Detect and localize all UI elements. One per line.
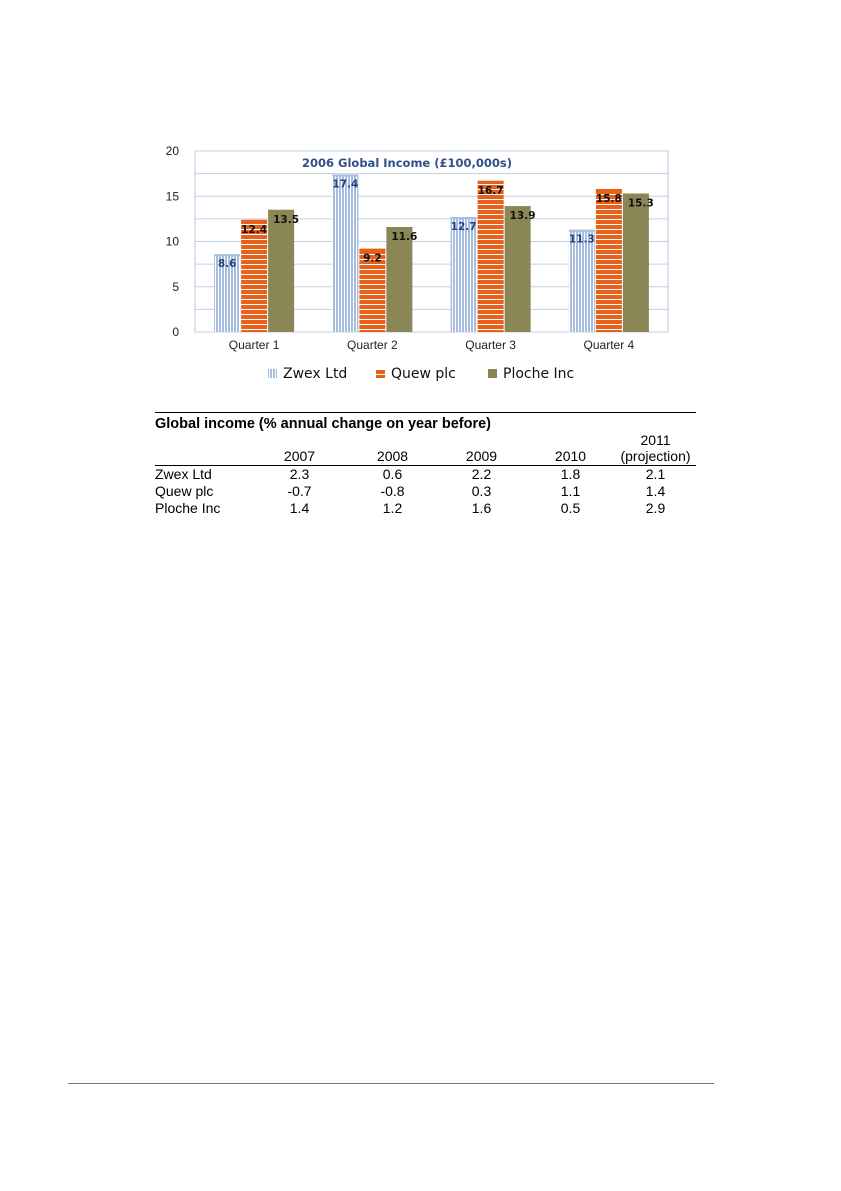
table-title: Global income (% annual change on year before) <box>155 413 615 433</box>
bar-cap <box>359 249 385 251</box>
table-cell: -0.8 <box>380 483 405 499</box>
x-tick-label: Quarter 3 <box>465 338 516 352</box>
bar-quew-plc <box>596 189 622 332</box>
column-header <box>437 432 526 466</box>
x-tick-label: Quarter 1 <box>228 338 280 352</box>
bar-zwex-ltd <box>332 175 358 332</box>
bar-chart <box>0 0 841 400</box>
column-year: 2010 <box>554 448 587 464</box>
x-tick-label: Quarter 4 <box>583 338 635 352</box>
data-label: 8.6 <box>217 258 237 271</box>
bar-cap <box>268 210 294 212</box>
table-cell: 2.2 <box>471 466 492 482</box>
data-label: 11.6 <box>391 231 418 244</box>
legend-swatch <box>488 369 497 378</box>
legend-swatch <box>376 369 385 378</box>
bar-cap <box>505 206 531 208</box>
data-label: 13.5 <box>273 213 300 226</box>
column-year: 2007 <box>283 448 316 464</box>
column-header <box>526 432 615 466</box>
bar-cap <box>596 189 622 191</box>
bar-cap <box>478 181 504 183</box>
chart-title: 2006 Global Income (£100,000s) <box>302 156 512 170</box>
legend-item-ploche-inc <box>488 366 574 382</box>
y-tick-label: 0 <box>172 325 179 339</box>
table-cell: -0.7 <box>287 483 312 499</box>
bar-cap <box>214 254 240 256</box>
bar-cap <box>332 175 358 177</box>
table-cell: 1.2 <box>382 500 403 516</box>
bar-quew-plc <box>478 181 504 332</box>
bar-cap <box>451 217 477 219</box>
table-cell: 1.4 <box>645 483 666 499</box>
x-tick-label: Quarter 2 <box>347 338 398 352</box>
table-row <box>155 466 696 484</box>
legend-label: Zwex Ltd <box>283 366 348 382</box>
column-year: 2008 <box>376 448 409 464</box>
bar-quew-plc <box>241 220 267 332</box>
table-cell: 1.8 <box>560 466 581 482</box>
table-cell: 0.6 <box>382 466 403 482</box>
bar-ploche-inc <box>505 206 531 332</box>
legend-label: Ploche Inc <box>503 366 575 382</box>
y-tick-label: 20 <box>165 144 179 158</box>
table-cell: 1.4 <box>289 500 310 516</box>
data-label: 11.3 <box>568 233 595 246</box>
y-tick-label: 5 <box>172 279 179 294</box>
bar-cap <box>623 194 649 196</box>
table-cell: 2.3 <box>289 466 310 482</box>
column-year: 2011 <box>640 432 671 448</box>
footer-divider <box>68 1083 714 1084</box>
column-subtitle: (projection) <box>620 448 691 464</box>
column-header <box>348 432 437 466</box>
data-label: 12.4 <box>241 223 268 236</box>
data-label: 13.9 <box>509 210 536 223</box>
table-cell: 1.1 <box>560 483 581 499</box>
table-cell: 2.1 <box>645 466 666 482</box>
data-label: 15.3 <box>627 197 654 210</box>
bar-cap <box>241 220 267 222</box>
legend-item-zwex-ltd <box>268 366 347 382</box>
table-cell: 0.5 <box>560 500 581 516</box>
column-year: 2009 <box>465 448 498 464</box>
bar-cap <box>386 227 412 229</box>
table-cell: 1.6 <box>471 500 492 516</box>
row-label: Ploche Inc <box>155 500 221 516</box>
legend-item-quew-plc <box>376 366 456 382</box>
legend-swatch <box>268 369 277 378</box>
data-label: 9.2 <box>363 252 382 265</box>
column-header <box>615 432 696 466</box>
row-label: Quew plc <box>155 483 214 499</box>
y-tick-label: 10 <box>165 234 179 249</box>
bar-cap <box>569 230 595 232</box>
bar-zwex-ltd <box>451 217 477 332</box>
y-tick-label: 15 <box>165 189 179 204</box>
column-header <box>251 432 348 466</box>
legend-label: Quew plc <box>391 366 456 382</box>
income-change-table <box>155 412 696 517</box>
table-row <box>155 483 696 500</box>
data-label: 16.7 <box>477 184 504 197</box>
table-cell: 2.9 <box>645 500 666 516</box>
data-label: 17.4 <box>332 178 359 191</box>
bar-ploche-inc <box>623 194 649 332</box>
data-label: 15.8 <box>595 193 622 206</box>
row-label: Zwex Ltd <box>155 466 212 482</box>
table-cell: 0.3 <box>471 483 492 499</box>
bar-ploche-inc <box>268 210 294 332</box>
data-label: 12.7 <box>450 221 477 234</box>
table-row <box>155 500 696 517</box>
